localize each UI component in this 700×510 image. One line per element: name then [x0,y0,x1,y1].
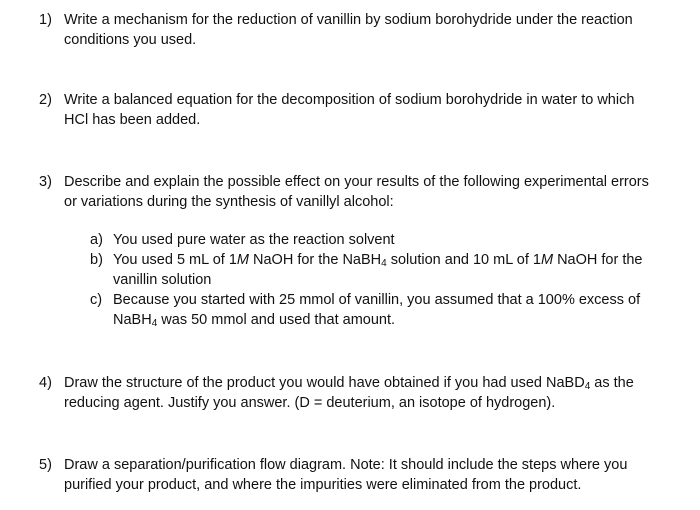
text-run: NaBH [113,312,152,328]
subscript: 4 [151,318,158,329]
question-line: conditions you used. [64,32,197,48]
question-line: Draw a separation/purification flow diagram. Note: It should include the steps where you [64,457,628,473]
subquestion-line: You used pure water as the reaction solvent [113,232,395,248]
question-line: Write a mechanism for the reduction of vanillin by sodium borohydride under the reaction [64,12,633,28]
subquestion-line [113,310,673,330]
question-number: 2) [39,92,52,108]
subquestion-line [113,250,673,270]
question-number: 1) [39,12,52,28]
subquestion-letter: b) [90,252,103,268]
subscript: 4 [381,258,387,269]
molarity-unit: M [236,252,249,268]
question-line: reducing agent. Justify you answer. (D = deuterium, an isotope of hydrogen). [64,395,556,411]
text-run: You used 5 mL of 1 [113,252,237,268]
question-line: purified your product, and where the impurities were eliminated from the product. [64,477,582,493]
question-text [64,455,690,495]
text-run: Draw the structure of the product you would have obtained if you had used NaBD [64,375,585,391]
question-line: Write a balanced equation for the decomposition of sodium borohydride in water to which [64,92,635,108]
text-run: solution and 10 mL of 1 [386,252,541,268]
question-line [64,373,690,393]
text-run: as the [590,375,634,391]
subquestion-letter: a) [90,232,103,248]
subquestion-text [113,290,673,330]
question-text [64,373,690,413]
question-line: Describe and explain the possible effect on your results of the following experimental errors [64,174,649,190]
question-number: 3) [39,174,52,190]
text-run: was 50 mmol and used that amount. [157,312,396,328]
text-run: NaOH for the NaBH [248,252,382,268]
question-line: HCl has been added. [64,112,201,128]
question-text [64,90,690,130]
text-run: NaOH for the [553,252,643,268]
subquestion-line: vanillin solution [113,272,212,288]
subscript: 4 [584,381,591,392]
question-line: or variations during the synthesis of vanillyl alcohol: [64,194,394,210]
subquestion-text [113,230,673,250]
question-text [64,172,690,212]
molarity-unit: M [540,252,554,268]
question-text [64,10,690,50]
subquestion-text [113,250,673,290]
question-number: 5) [39,457,52,473]
subquestion-line: Because you started with 25 mmol of vanillin, you assumed that a 100% excess of [113,292,641,308]
question-number: 4) [39,375,52,391]
subquestion-letter: c) [90,292,103,308]
